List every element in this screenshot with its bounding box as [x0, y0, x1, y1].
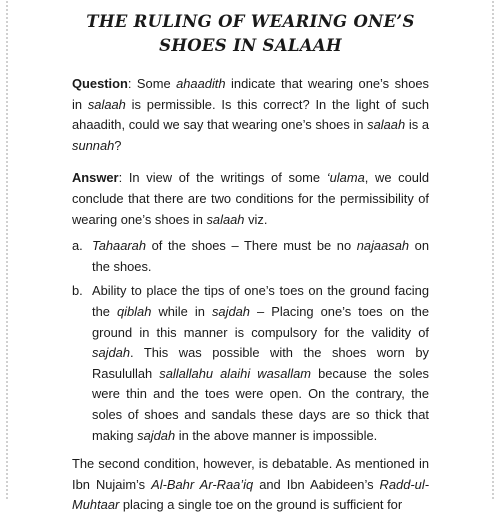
condition-term: sajdah: [211, 303, 250, 319]
condition-item-b: [72, 281, 429, 446]
condition-term: sajdah: [92, 345, 130, 361]
condition-term: sallallahu alaihi wasallam: [159, 365, 312, 381]
book-title: Al-Bahr Ar-Raa’iq: [151, 476, 254, 492]
condition-term: Tahaarah: [92, 238, 146, 254]
question-text: indicate that wearing one’s shoes in: [72, 76, 430, 112]
answer-paragraph: [72, 168, 429, 230]
conditions-list: [72, 236, 429, 446]
question-text: is a: [405, 117, 429, 133]
condition-text: of the shoes – There must be no: [146, 238, 357, 254]
condition-text: . This was possible with the shoes worn by Rasulullah: [92, 345, 429, 381]
question-paragraph: [72, 74, 429, 156]
answer-term: salaah: [206, 211, 245, 227]
list-marker: a.: [72, 238, 83, 254]
condition-text: in the above manner is impossible.: [175, 427, 378, 443]
condition-text: on the shoes.: [92, 238, 430, 274]
question-term: ahaadith: [176, 76, 226, 91]
document-page: [72, 10, 429, 516]
answer-text: viz.: [244, 211, 268, 227]
question-term: salaah: [367, 117, 406, 133]
condition-term: qiblah: [116, 303, 152, 319]
condition-text: because the soles were thin and the toes were open. On the contrary, the soles of shoes and sandals these days are so thick that making: [92, 365, 429, 443]
closing-text: and Ibn Aabideen’s: [253, 476, 380, 492]
closing-text: placing a single toe on the ground is sufficient for: [119, 497, 403, 513]
question-label: Question: [72, 76, 128, 91]
title-line-2: SHOES IN SALAAH: [159, 36, 342, 55]
book-title: Radd-ul-Muhtaar: [72, 476, 429, 513]
closing-paragraph: [72, 454, 429, 516]
condition-text: – Placing one’s toes on the ground in this manner is compulsory for the validity of: [92, 303, 429, 340]
condition-text: Ability to place the tips of one’s toes on the ground facing the: [92, 283, 429, 319]
list-marker: b.: [72, 283, 83, 299]
question-term: salaah: [87, 96, 126, 112]
answer-label: Answer: [72, 170, 119, 186]
closing-text: The second condition, however, is debatable. As mentioned in Ibn Nujaim’s: [72, 456, 429, 492]
question-text: : Some: [127, 76, 177, 91]
answer-text: , we could conclude that there are two conditions for the permissibility of wearing one’s shoes in: [72, 170, 429, 227]
condition-term: najaasah: [356, 238, 410, 254]
answer-term: ‘ulama: [326, 170, 365, 186]
question-text: is permissible. Is this correct? In the light of such ahaadith, could we say that wearing one’s shoes in: [72, 96, 430, 133]
left-dotted-border: [4, 0, 10, 500]
condition-text: while in: [151, 303, 212, 319]
page-title: [72, 10, 429, 58]
title-line-1: THE RULING OF WEARING ONE’S: [86, 12, 415, 31]
question-term: sunnah: [72, 137, 115, 153]
answer-text: : In view of the writings of some: [118, 170, 327, 186]
condition-item-a: [72, 236, 429, 277]
right-dotted-border: [490, 0, 496, 500]
condition-term: sajdah: [137, 427, 176, 443]
question-text: ?: [114, 137, 122, 153]
